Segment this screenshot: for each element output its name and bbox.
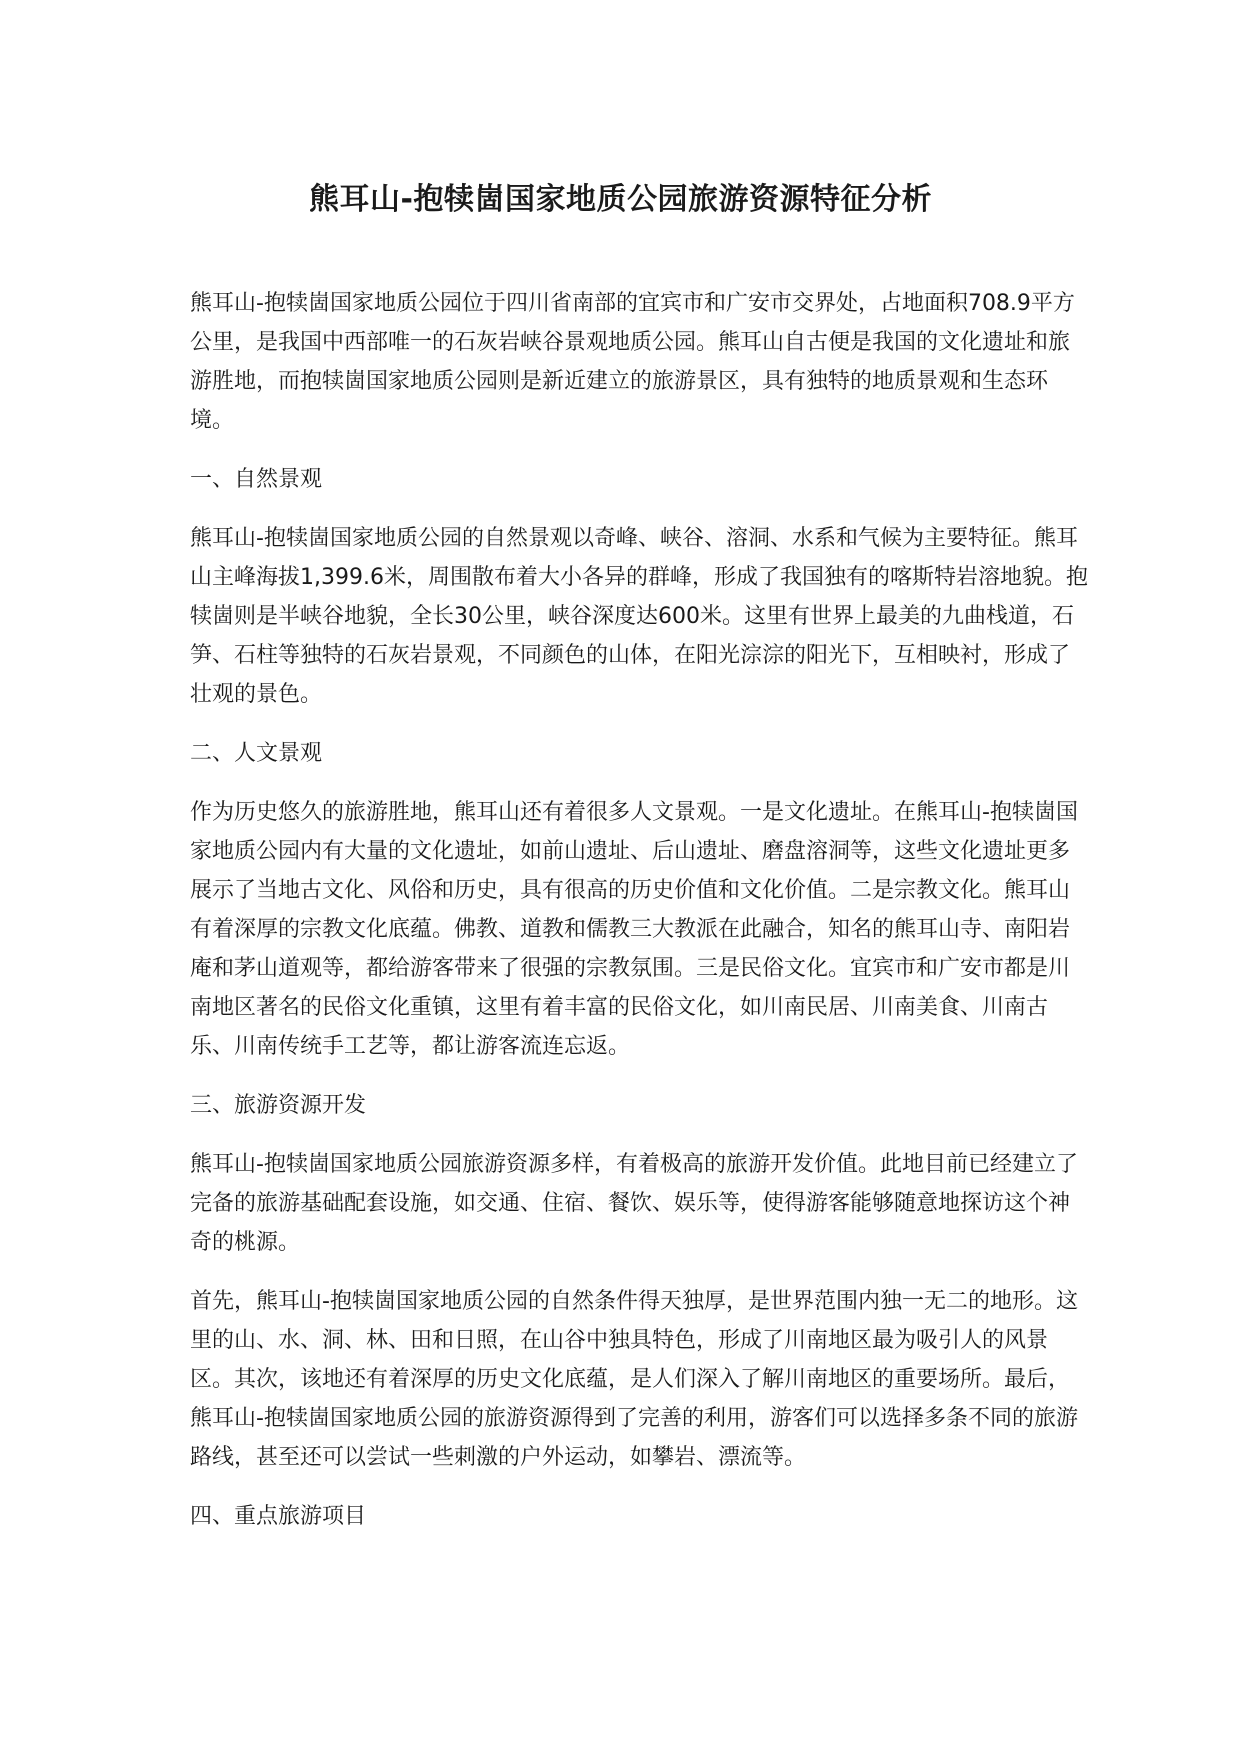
section-heading-natural: 一、自然景观: [190, 467, 323, 492]
intro-paragraph: 熊耳山-抱犊崮国家地质公园位于四川省南部的宜宾市和广安市交界处，占地面积708.9平方公里，是我国中西部唯一的石灰岩峡谷景观地质公园。熊耳山自古便是我国的文化遗址和旅游胜地，而抱犊崮国家地质公园则是新近建立的旅游景区，具有独特的地质景观和生态环境。: [190, 291, 1075, 433]
section-heading-cultural: 二、人文景观: [190, 741, 323, 766]
section-heading-development: 三、旅游资源开发: [190, 1093, 367, 1118]
section-body-development-1: 熊耳山-抱犊崮国家地质公园旅游资源多样，有着极高的旅游开发价值。此地目前已经建立了完备的旅游基础配套设施，如交通、住宿、餐饮、娱乐等，使得游客能够随意地探访这个神奇的桃源。: [190, 1152, 1078, 1255]
section-heading-key-projects: 四、重点旅游项目: [190, 1504, 367, 1529]
section-body-natural: 熊耳山-抱犊崮国家地质公园的自然景观以奇峰、峡谷、溶洞、水系和气候为主要特征。熊耳山主峰海拔1,399.6米，周围散布着大小各异的群峰，形成了我国独有的喀斯特岩溶地貌。抱犊崮则是半峡谷地貌，全长30公里，峡谷深度达600米。这里有世界上最美的九曲栈道，石笋、石柱等独特的石灰岩景观，不同颜色的山体，在阳光淙淙的阳光下，互相映衬，形成了壮观的景色。: [190, 526, 1088, 707]
document-body: [190, 284, 1090, 1556]
section-body-development-2: 首先，熊耳山-抱犊崮国家地质公园的自然条件得天独厚，是世界范围内独一无二的地形。这里的山、水、洞、林、田和日照，在山谷中独具特色，形成了川南地区最为吸引人的风景区。其次，该地还有着深厚的历史文化底蕴，是人们深入了解川南地区的重要场所。最后，熊耳山-抱犊崮国家地质公园的旅游资源得到了完善的利用，游客们可以选择多条不同的旅游路线，甚至还可以尝试一些刺激的户外运动，如攀岩、漂流等。: [190, 1289, 1078, 1470]
section-body-cultural: 作为历史悠久的旅游胜地，熊耳山还有着很多人文景观。一是文化遗址。在熊耳山-抱犊崮国家地质公园内有大量的文化遗址，如前山遗址、后山遗址、磨盘溶洞等，这些文化遗址更多展示了当地古文化、风俗和历史，具有很高的历史价值和文化价值。二是宗教文化。熊耳山有着深厚的宗教文化底蕴。佛教、道教和儒教三大教派在此融合，知名的熊耳山寺、南阳岩庵和茅山道观等，都给游客带来了很强的宗教氛围。三是民俗文化。宜宾市和广安市都是川南地区著名的民俗文化重镇，这里有着丰富的民俗文化，如川南民居、川南美食、川南古乐、川南传统手工艺等，都让游客流连忘返。: [190, 800, 1078, 1059]
document-title: 熊耳山-抱犊崮国家地质公园旅游资源特征分析: [309, 182, 932, 217]
